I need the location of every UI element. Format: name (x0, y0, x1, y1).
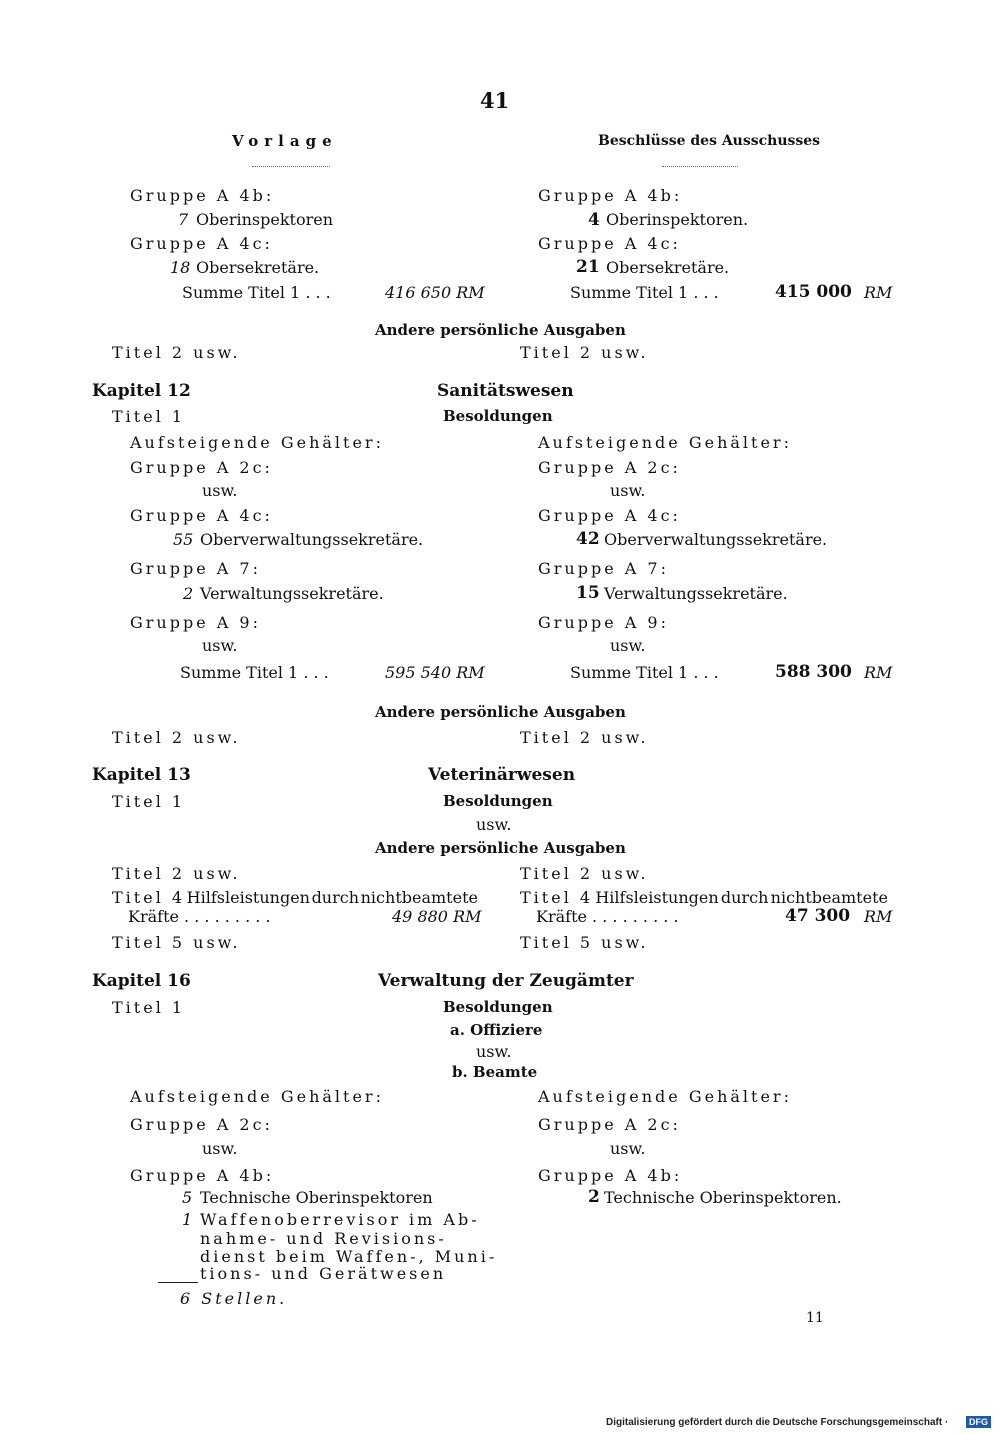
kap13-besoldungen: Besoldungen (443, 792, 553, 810)
kap12-left-a4c-count: 55 (173, 530, 194, 549)
kap16-left-gruppe-a4b: Gruppe A 4b: (130, 1166, 275, 1185)
kap13-right-t4-w1: Titel 4 (520, 888, 594, 907)
kap12-right-sum-label: Summe Titel 1 . . . (570, 663, 719, 682)
kap13-right-titel-5: Titel 5 usw. (520, 933, 649, 952)
kap13-right-titel-2: Titel 2 usw. (520, 864, 649, 883)
kap16-left-revisor-line-1: Waffenoberrevisor im Ab- (200, 1210, 480, 1229)
left-a4c-text: Obersekretäre. (196, 258, 320, 277)
kap12-right-gruppe-a7: Gruppe A 7: (538, 559, 669, 578)
kapitel-12-label: Kapitel 12 (92, 381, 191, 401)
kap13-right-t4-w3: durch (720, 888, 769, 907)
kap12-left-sum-value: 595 540 RM (385, 663, 485, 682)
kap16-left-a2c-usw: usw. (202, 1139, 238, 1158)
right-gruppe-a4c: Gruppe A 4c: (538, 234, 681, 253)
kapitel-16-title: Verwaltung der Zeugämter (378, 971, 634, 991)
kap12-right-gruppe-a2c: Gruppe A 2c: (538, 458, 681, 477)
kap13-right-t4-unit: RM (864, 907, 893, 926)
kap16-right-gruppe-a4b: Gruppe A 4b: (538, 1166, 683, 1185)
kap13-left-titel-5: Titel 5 usw. (112, 933, 241, 952)
left-gruppe-a4b: Gruppe A 4b: (130, 186, 275, 205)
dfg-logo: DFG (966, 1416, 991, 1428)
kap13-left-titel-2: Titel 2 usw. (112, 864, 241, 883)
kap16-left-aufsteigende: Aufsteigende Gehälter: (130, 1087, 384, 1106)
right-sum-unit: RM (864, 283, 893, 302)
left-gruppe-a4c: Gruppe A 4c: (130, 234, 273, 253)
header-rule-left (252, 166, 330, 167)
andere-2-right: Titel 2 usw. (520, 728, 649, 747)
page-number: 41 (480, 88, 510, 113)
header-beschluesse: Beschlüsse des Ausschusses (598, 133, 821, 149)
header-rule-right (662, 166, 738, 167)
kap16-sum-rule (158, 1282, 198, 1283)
kapitel-16-label: Kapitel 16 (92, 971, 191, 991)
kap12-left-a7-count: 2 (183, 584, 194, 603)
kap16-left-a4b-text: Technische Oberinspektoren (200, 1188, 433, 1207)
right-a4b-count: 4 (588, 210, 600, 230)
kap13-left-t4-w1: Titel 4 (112, 888, 186, 907)
kap16-right-gruppe-a2c: Gruppe A 2c: (538, 1115, 681, 1134)
kap16-titel-1: Titel 1 (112, 998, 186, 1017)
kap12-right-gruppe-a9: Gruppe A 9: (538, 613, 669, 632)
kapitel-12-title: Sanitätswesen (437, 381, 574, 401)
right-a4c-text: Obersekretäre. (606, 258, 730, 277)
right-a4c-count: 21 (576, 257, 600, 277)
header-vorlage: Vorlage (232, 132, 338, 150)
kap13-right-t4-w2: Hilfsleistungen (595, 888, 719, 907)
kap16-left-revisor-count: 1 (182, 1210, 193, 1229)
kap16-b-beamte: b. Beamte (452, 1063, 538, 1081)
right-a4b-text: Oberinspektoren. (606, 210, 749, 229)
andere-1-left: Titel 2 usw. (112, 343, 241, 362)
kap12-left-gruppe-a4c: Gruppe A 4c: (130, 506, 273, 525)
kap12-left-sum-label: Summe Titel 1 . . . (180, 663, 329, 682)
kap13-left-titel-4-line (112, 888, 478, 907)
kap12-right-sum-unit: RM (864, 663, 893, 682)
andere-1-right: Titel 2 usw. (520, 343, 649, 362)
left-sum-value: 416 650 RM (385, 283, 485, 302)
kap12-left-a2c-usw: usw. (202, 481, 238, 500)
kap12-left-a7-text: Verwaltungssekretäre. (200, 584, 384, 603)
kap13-left-t4-w4: nichtbeamtete (360, 888, 478, 907)
kap13-right-t4-cont: Kräfte . . . . . . . . . (536, 907, 679, 926)
kap16-right-aufsteigende: Aufsteigende Gehälter: (538, 1087, 792, 1106)
kap12-right-a7-count: 15 (576, 583, 600, 603)
right-gruppe-a4b: Gruppe A 4b: (538, 186, 683, 205)
kap12-left-gruppe-a2c: Gruppe A 2c: (130, 458, 273, 477)
kap12-right-a4c-text: Oberverwaltungssekretäre. (604, 530, 828, 549)
kap16-a-offiziere: a. Offiziere (450, 1021, 543, 1039)
left-a4c-count: 18 (170, 258, 191, 277)
kap13-usw: usw. (476, 815, 512, 834)
right-sum-value: 415 000 (775, 282, 852, 302)
kapitel-13-title: Veterinärwesen (428, 765, 576, 785)
andere-heading-2: Andere persönliche Ausgaben (375, 703, 626, 721)
left-a4b-text: Oberinspektoren (196, 210, 333, 229)
left-sum-label: Summe Titel 1 . . . (182, 283, 331, 302)
kap13-right-t4-w4: nichtbeamtete (770, 888, 888, 907)
kap13-titel-1: Titel 1 (112, 792, 186, 811)
kap16-left-revisor-line-4: tions- und Gerätwesen (200, 1264, 447, 1283)
kap12-right-gruppe-a4c: Gruppe A 4c: (538, 506, 681, 525)
kap16-right-a4b-text: Technische Oberinspektoren. (604, 1188, 842, 1207)
kap16-a-usw: usw. (476, 1042, 512, 1061)
kap12-left-a9-usw: usw. (202, 636, 238, 655)
kap13-right-titel-4-line (520, 888, 888, 907)
sheet-number: 11 (806, 1310, 824, 1326)
andere-2-left: Titel 2 usw. (112, 728, 241, 747)
kap16-left-a4b-count: 5 (182, 1188, 193, 1207)
kap12-right-a2c-usw: usw. (610, 481, 646, 500)
kap12-right-a9-usw: usw. (610, 636, 646, 655)
kap12-right-aufsteigende: Aufsteigende Gehälter: (538, 433, 792, 452)
kap12-left-gruppe-a9: Gruppe A 9: (130, 613, 261, 632)
left-a4b-count: 7 (178, 210, 189, 229)
kap16-left-gruppe-a2c: Gruppe A 2c: (130, 1115, 273, 1134)
footer-text: Digitalisierung gefördert durch die Deutsche Forschungsgemeinschaft · (606, 1417, 949, 1428)
kap13-left-t4-value: 49 880 RM (392, 907, 482, 926)
kap16-left-total: 6 Stellen. (180, 1289, 288, 1308)
kap12-right-a4c-count: 42 (576, 529, 600, 549)
kap12-right-sum-value: 588 300 (775, 662, 852, 682)
kap16-right-a2c-usw: usw. (610, 1139, 646, 1158)
kap13-left-t4-cont: Kräfte . . . . . . . . . (128, 907, 271, 926)
kap13-left-t4-w3: durch (311, 888, 360, 907)
kap12-right-a7-text: Verwaltungssekretäre. (604, 584, 788, 603)
kap16-right-a4b-count: 2 (588, 1187, 600, 1207)
kap12-besoldungen: Besoldungen (443, 407, 553, 425)
kap13-right-t4-value: 47 300 (785, 906, 851, 926)
kap16-left-revisor-line-2: nahme- und Revisions- (200, 1229, 447, 1248)
kap12-left-aufsteigende: Aufsteigende Gehälter: (130, 433, 384, 452)
kap12-left-gruppe-a7: Gruppe A 7: (130, 559, 261, 578)
kap16-besoldungen: Besoldungen (443, 998, 553, 1016)
kap12-left-a4c-text: Oberverwaltungssekretäre. (200, 530, 424, 549)
kap16-left-revisor-line-3: dienst beim Waffen-, Muni- (200, 1247, 498, 1266)
kap13-andere-heading: Andere persönliche Ausgaben (375, 839, 626, 857)
kap13-left-t4-w2: Hilfsleistungen (186, 888, 310, 907)
andere-heading-1: Andere persönliche Ausgaben (375, 321, 626, 339)
kapitel-13-label: Kapitel 13 (92, 765, 191, 785)
kap12-titel-1: Titel 1 (112, 407, 186, 426)
right-sum-label: Summe Titel 1 . . . (570, 283, 719, 302)
